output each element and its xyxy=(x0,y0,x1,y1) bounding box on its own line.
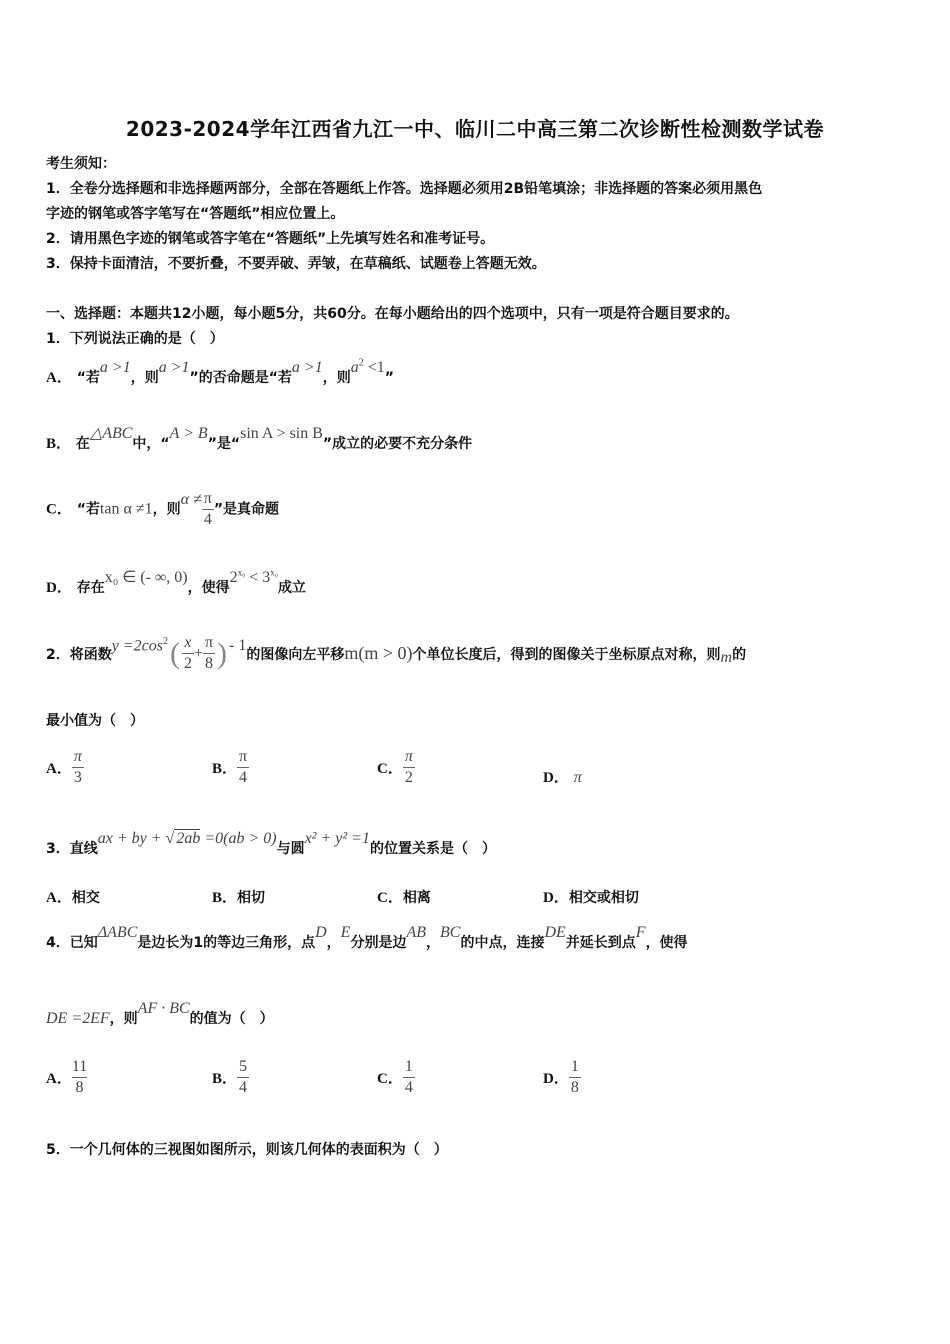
q5-stem: 5．一个几何体的三视图如图所示，则该几何体的表面积为（ ） xyxy=(46,1142,448,1158)
option-label: D． xyxy=(543,1071,569,1087)
text: 并延长到点 xyxy=(565,935,636,951)
math: α ≠ xyxy=(180,490,202,508)
text: “若 xyxy=(76,370,100,386)
math: m xyxy=(720,648,733,666)
q3-stem xyxy=(46,830,496,858)
section-heading: 一、选择题：本题共12小题，每小题5分，共60分。在每小题给出的四个选项中，只有一项是符合题目要求的。 xyxy=(46,306,739,322)
math: a >1 xyxy=(99,359,131,376)
text: 的位置关系是（ ） xyxy=(369,841,496,857)
math: x² + y² =1 xyxy=(304,830,370,847)
option-label: B． xyxy=(212,890,238,906)
q1-option-d xyxy=(46,567,306,597)
math: ΔABC xyxy=(97,924,138,941)
math: ax + by + √ 2ab =0(ab > 0) xyxy=(97,830,277,847)
q4-option-d xyxy=(543,1058,581,1097)
fraction xyxy=(237,1058,249,1097)
option-label: D． xyxy=(543,770,569,786)
text: 4．已知 xyxy=(46,935,98,951)
numerator: 11 xyxy=(71,1058,88,1075)
math: E xyxy=(340,924,351,941)
fraction xyxy=(72,748,84,787)
option-label: B． xyxy=(212,1071,238,1087)
denominator: 4 xyxy=(239,1079,248,1096)
denominator: 8 xyxy=(570,1079,579,1096)
math: DE xyxy=(544,924,566,941)
math-sup: 2 xyxy=(162,635,168,647)
numerator: π xyxy=(238,748,248,765)
paren-open: ( xyxy=(169,636,180,670)
math xyxy=(112,636,168,655)
math: a >1 xyxy=(291,359,323,376)
notice-item-1: 1．全卷分选择题和非选择题两部分，全部在答题纸上作答。选择题必须用2B铅笔填涂；非选择题的答案必须用黑色 xyxy=(46,181,763,197)
q2-option-c xyxy=(377,748,415,787)
math: m(m > 0) xyxy=(344,643,413,663)
denominator: 4 xyxy=(239,769,248,786)
notice-heading: 考生须知： xyxy=(46,156,116,172)
math: BC xyxy=(440,924,461,941)
denominator: 3 xyxy=(73,769,82,786)
text: ，则 xyxy=(109,1011,138,1027)
numerator: 5 xyxy=(239,1058,248,1075)
q3-option-b xyxy=(212,886,265,907)
text: ”是“ xyxy=(207,436,241,452)
option-label: A． xyxy=(46,890,72,906)
q4-option-c xyxy=(377,1058,415,1097)
math-part: =0(ab > 0) xyxy=(200,830,277,847)
text: ”成立的必要不充分条件 xyxy=(322,436,473,452)
math: DE =2EF xyxy=(46,1010,110,1027)
fraction-bar xyxy=(72,767,84,768)
fraction-bar xyxy=(237,767,249,768)
fraction xyxy=(72,1058,87,1097)
q2-stem xyxy=(46,634,746,673)
option-label: D． xyxy=(46,580,72,596)
math: F xyxy=(635,924,646,941)
option-label: A． xyxy=(46,370,72,386)
math: A > B xyxy=(169,425,208,442)
option-label: C． xyxy=(377,761,403,777)
fraction xyxy=(202,490,214,529)
q4-option-b xyxy=(212,1058,249,1097)
denominator: 8 xyxy=(205,655,214,672)
math: - 1 xyxy=(229,636,247,654)
math-base: 2 xyxy=(229,569,238,586)
q1-stem: 1．下列说法正确的是（ ） xyxy=(46,331,224,347)
q2-option-d xyxy=(543,766,582,787)
text: ，则 xyxy=(152,501,181,518)
math-sup: x₀ xyxy=(270,567,278,578)
q4-option-a xyxy=(46,1058,87,1097)
text: 的图像向左平移 xyxy=(246,646,345,663)
math: sin A > sin B xyxy=(240,425,323,442)
option-label: C． xyxy=(46,501,72,518)
text: ，则 xyxy=(322,370,351,386)
notice-item-1-cont: 字迹的钢笔或答字笔写在“答题纸”相应位置上。 xyxy=(46,206,345,222)
option-label: D． xyxy=(543,890,569,906)
text: ，则 xyxy=(130,370,159,386)
math-base: < 3 xyxy=(245,569,271,586)
option-label: B． xyxy=(46,436,72,452)
q1-option-b xyxy=(46,425,473,453)
denominator: 2 xyxy=(183,655,192,672)
numerator: π xyxy=(73,748,82,765)
exam-title: 2023-2024学年江西省九江一中、临川二中高三第二次诊断性检测数学试卷 xyxy=(125,117,825,141)
math xyxy=(230,569,278,586)
q3-option-a xyxy=(46,886,100,907)
denominator: 2 xyxy=(404,769,413,786)
numerator: π xyxy=(203,490,212,507)
math: AF · BC xyxy=(137,1000,190,1017)
text: ，使得 xyxy=(187,580,230,596)
text: ，使得 xyxy=(645,935,688,951)
math-rel: <1 xyxy=(363,359,385,376)
q2-stem-line2: 最小值为（ ） xyxy=(46,713,144,729)
fraction-bar xyxy=(72,1077,87,1078)
q3-option-d xyxy=(543,886,639,907)
q1-option-c xyxy=(46,490,279,529)
numerator: x xyxy=(184,634,192,651)
fraction-bar xyxy=(569,1077,581,1078)
notice-item-2: 2．请用黑色字迹的钢笔或答字笔在“答题纸”上先填写姓名和准考证号。 xyxy=(46,231,495,247)
text: 存在 xyxy=(76,580,105,596)
math-sqrt: 2ab xyxy=(176,830,201,847)
text: 2．将函数 xyxy=(46,646,112,663)
fraction xyxy=(182,634,194,673)
fraction xyxy=(203,634,215,673)
numerator: π xyxy=(204,634,214,651)
math: D xyxy=(315,924,327,941)
text: 分别是边 xyxy=(350,935,407,951)
denominator: 8 xyxy=(75,1079,84,1096)
denominator: 4 xyxy=(203,511,212,528)
text: 3．直线 xyxy=(46,841,98,857)
fraction-bar xyxy=(203,653,215,654)
q2-option-b xyxy=(212,748,249,787)
text: 在 xyxy=(75,436,90,452)
fraction xyxy=(403,748,415,787)
paren-close: ) xyxy=(217,636,228,670)
option-text: 相交或相切 xyxy=(568,890,639,906)
numerator: 1 xyxy=(404,1058,413,1075)
fraction-bar xyxy=(237,1077,249,1078)
option-text: 相交 xyxy=(71,890,100,906)
fraction xyxy=(569,1058,581,1097)
option-text: 相切 xyxy=(237,890,266,906)
q4-stem xyxy=(46,924,688,952)
fraction-bar xyxy=(202,509,214,510)
q4-stem-line2 xyxy=(46,1000,274,1028)
option-label: A． xyxy=(46,761,72,777)
text: ”的否命题是“若 xyxy=(189,370,292,386)
plus: + xyxy=(193,644,204,662)
math-var: a xyxy=(350,359,359,376)
option-text: 相离 xyxy=(402,890,431,906)
math-sup: x₀ xyxy=(237,567,246,578)
math: a >1 xyxy=(158,359,190,376)
notice-item-3: 3．保持卡面清洁，不要折叠，不要弄破、弄皱，在草稿纸、试题卷上答题无效。 xyxy=(46,256,546,272)
text: ” xyxy=(384,370,394,386)
text: 个单位长度后，得到的图像关于坐标原点对称，则 xyxy=(412,646,721,663)
q3-option-c xyxy=(377,886,431,907)
math: AB xyxy=(406,924,426,941)
text: ， xyxy=(426,935,440,951)
text: 是边长为1的等边三角形，点 xyxy=(137,935,316,951)
fraction-bar xyxy=(403,767,415,768)
fraction xyxy=(403,1058,415,1097)
math: △ABC xyxy=(89,425,133,442)
math: x₀ ∈ (- ∞, 0) xyxy=(104,569,188,586)
option-label: C． xyxy=(377,1071,403,1087)
text: 中，“ xyxy=(132,436,170,452)
math: tan α ≠1 xyxy=(99,500,153,518)
text: ， xyxy=(326,935,341,951)
text: “若 xyxy=(76,501,100,518)
option-label: C． xyxy=(377,890,403,906)
option-label: B． xyxy=(212,761,238,777)
q1-option-a xyxy=(46,357,394,387)
math: π xyxy=(573,769,582,786)
numerator: π xyxy=(404,748,413,765)
text: 的值为（ ） xyxy=(189,1011,274,1027)
option-label: A． xyxy=(46,1071,72,1087)
denominator: 4 xyxy=(404,1079,413,1096)
math-part: ax + by + xyxy=(97,830,166,847)
text: 成立 xyxy=(277,580,306,596)
text: 的中点，连接 xyxy=(460,935,545,951)
fraction-bar xyxy=(182,653,194,654)
text: 的 xyxy=(732,646,747,663)
q2-option-a xyxy=(46,748,84,787)
text: 与圆 xyxy=(276,841,305,857)
math xyxy=(351,359,385,376)
fraction-bar xyxy=(403,1077,415,1078)
text: ”是真命题 xyxy=(213,501,280,518)
math-sup: 2 xyxy=(358,357,364,369)
fraction xyxy=(237,748,249,787)
math-func: y =2cos xyxy=(111,637,163,655)
numerator: 1 xyxy=(570,1058,579,1075)
